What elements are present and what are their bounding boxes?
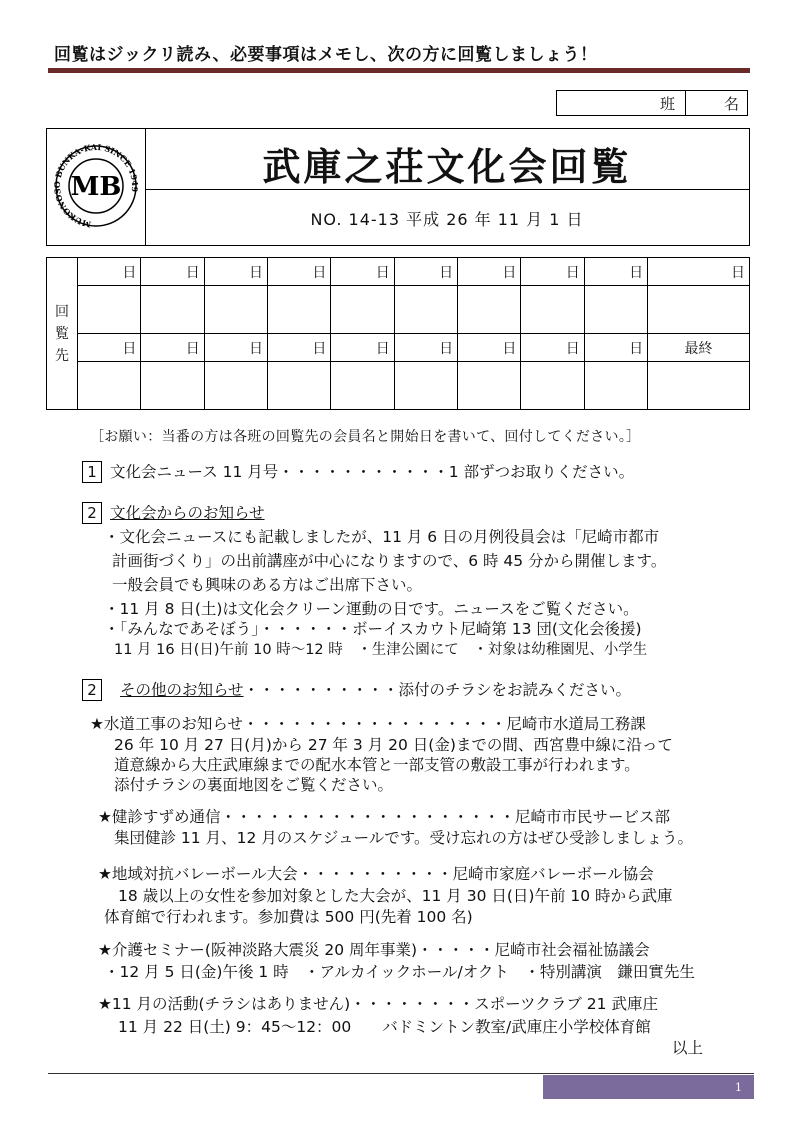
day-cell[interactable]: 日	[521, 258, 584, 286]
day-cell[interactable]: 日	[78, 334, 141, 362]
member-cell[interactable]	[584, 362, 647, 410]
notice-line: 添付チラシの裏面地図をご覧ください。	[114, 776, 394, 794]
member-cell[interactable]	[141, 362, 204, 410]
member-cell[interactable]	[521, 362, 584, 410]
header-rule	[48, 68, 750, 73]
member-cell[interactable]	[141, 286, 204, 334]
title-box	[46, 128, 750, 246]
section-3-title: その他のお知らせ	[120, 681, 244, 699]
logo-cell	[47, 129, 146, 245]
day-cell[interactable]: 日	[394, 334, 457, 362]
member-cell[interactable]	[458, 286, 521, 334]
footer-rule	[48, 1073, 754, 1074]
day-cell[interactable]: 日	[141, 334, 204, 362]
notice-line: 26 年 10 月 27 日(月)から 27 年 3 月 20 日(金)までの間、西宮豊中線に沿って	[114, 736, 673, 754]
section-2-line: ・11 月 8 日(土)は文化会クリーン運動の日です。ニュースをご覧ください。	[104, 600, 639, 618]
day-cell[interactable]: 日	[78, 258, 141, 286]
member-cell[interactable]	[78, 362, 141, 410]
member-cell[interactable]	[204, 286, 267, 334]
section-number: 2	[82, 679, 102, 701]
notice-line: 集団健診 11 月、12 月のスケジュールです。受け忘れの方はぜひ受診しましょう。	[114, 829, 694, 847]
member-cell[interactable]	[648, 362, 750, 410]
section-2-heading	[82, 501, 265, 524]
page-number: 1	[543, 1075, 754, 1099]
section-number: 1	[82, 461, 102, 483]
section-number: 2	[82, 502, 102, 524]
member-cell[interactable]	[458, 362, 521, 410]
closing: 以上	[672, 1039, 704, 1057]
document-title: 武庫之荘文化会回覧	[262, 144, 632, 189]
member-cell[interactable]	[394, 362, 457, 410]
day-cell[interactable]: 日	[141, 258, 204, 286]
logo-ring-text: MUKONOSO BUNKA-KAI SINCE 1949	[51, 141, 141, 230]
member-cell[interactable]	[394, 286, 457, 334]
day-cell[interactable]: 日	[331, 258, 394, 286]
day-cell[interactable]: 日	[394, 258, 457, 286]
section-3-tail: ・・・・・・・・・・添付のチラシをお読みください。	[243, 681, 632, 699]
notice-line: 道意線から大庄武庫線までの配水本管と一部支管の敷設工事が行われます。	[114, 756, 640, 774]
section-2-line: 11 月 16 日(日)午前 10 時～12 時 ・生津公園にて ・対象は幼稚園児、小学生	[114, 642, 648, 658]
section-2-line: 計画街づくり」の出前講座が中心になりますので、6 時 45 分から開催します。	[112, 552, 667, 570]
member-cell[interactable]	[648, 286, 750, 334]
day-cell[interactable]: 日	[268, 334, 331, 362]
member-cell[interactable]	[78, 286, 141, 334]
notice-line: 11 月 22 日(土) 9：45～12：00 バドミントン教室/武庫庄小学校体育館	[118, 1018, 651, 1036]
day-cell[interactable]: 日	[204, 258, 267, 286]
member-cell[interactable]	[331, 362, 394, 410]
section-2-line: 一般会員でも興味のある方はご出席下さい。	[112, 576, 423, 594]
member-cell[interactable]	[584, 286, 647, 334]
member-cell[interactable]	[268, 362, 331, 410]
member-cell[interactable]	[204, 362, 267, 410]
issue-number-date: NO. 14-13 平成 26 年 11 月 1 日	[145, 189, 749, 246]
day-cell[interactable]: 日	[584, 334, 647, 362]
circulation-table	[46, 257, 750, 410]
day-cell[interactable]: 日	[521, 334, 584, 362]
club-logo	[47, 129, 145, 245]
member-cell[interactable]	[331, 286, 394, 334]
notice-line: 体育館で行われます。参加費は 500 円(先着 100 名)	[104, 908, 473, 926]
request-note: ［お願い：当番の方は各班の回覧先の会員名と開始日を書いて、回付してください。］	[90, 429, 641, 445]
header-note: 回覧はジックリ読み、必要事項はメモし、次の方に回覧しましょう！	[54, 45, 598, 65]
section-2-line: ・「みんなであそぼう」・・・・・・ボーイスカウト尼崎第 13 団(文化会後援)	[104, 620, 642, 638]
notice-heading: ★11 月の活動(チラシはありません)・・・・・・・・スポーツクラブ 21 武庫庄	[98, 995, 658, 1013]
section-1-text: 文化会ニュース 11 月号・・・・・・・・・・・1 部ずつお取りください。	[110, 463, 635, 481]
notice-line: ・12 月 5 日(金)午後 1 時 ・アルカイックホール/オクト ・特別講演 鎌田實先生	[104, 963, 695, 981]
day-cell[interactable]: 日	[648, 258, 750, 286]
final-cell[interactable]: 最終	[648, 334, 750, 362]
notice-heading: ★地域対抗バレーボール大会・・・・・・・・・・尼崎市家庭バレーボール協会	[98, 865, 654, 883]
section-2-title: 文化会からのお知らせ	[110, 504, 265, 522]
notice-heading: ★水道工事のお知らせ・・・・・・・・・・・・・・・・・尼崎市水道局工務課	[90, 715, 646, 733]
class-name-box	[556, 90, 748, 116]
day-cell[interactable]: 日	[458, 258, 521, 286]
notice-heading: ★健診すずめ通信・・・・・・・・・・・・・・・・・・・尼崎市市民サービス部	[98, 808, 671, 826]
member-cell[interactable]	[521, 286, 584, 334]
notice-heading: ★介護セミナー(阪神淡路大震災 20 周年事業)・・・・・尼崎市社会福祉協議会	[98, 941, 650, 959]
section-1	[82, 460, 634, 483]
day-cell[interactable]: 日	[204, 334, 267, 362]
day-cell[interactable]: 日	[331, 334, 394, 362]
section-2-line: ・文化会ニュースにも記載しましたが、11 月 6 日の月例役員会は「尼崎市都市	[104, 528, 660, 546]
class-label: 班	[557, 91, 686, 115]
member-cell[interactable]	[268, 286, 331, 334]
section-3-heading	[82, 678, 631, 701]
name-label: 名	[723, 94, 739, 113]
day-cell[interactable]: 日	[458, 334, 521, 362]
day-cell[interactable]: 日	[268, 258, 331, 286]
day-cell[interactable]: 日	[584, 258, 647, 286]
circulation-label: 回 覧 先	[47, 258, 78, 410]
logo-letters: MB	[70, 172, 122, 202]
notice-line: 18 歳以上の女性を参加対象とした大会が、11 月 30 日(日)午前 10 時から武庫	[118, 887, 673, 905]
